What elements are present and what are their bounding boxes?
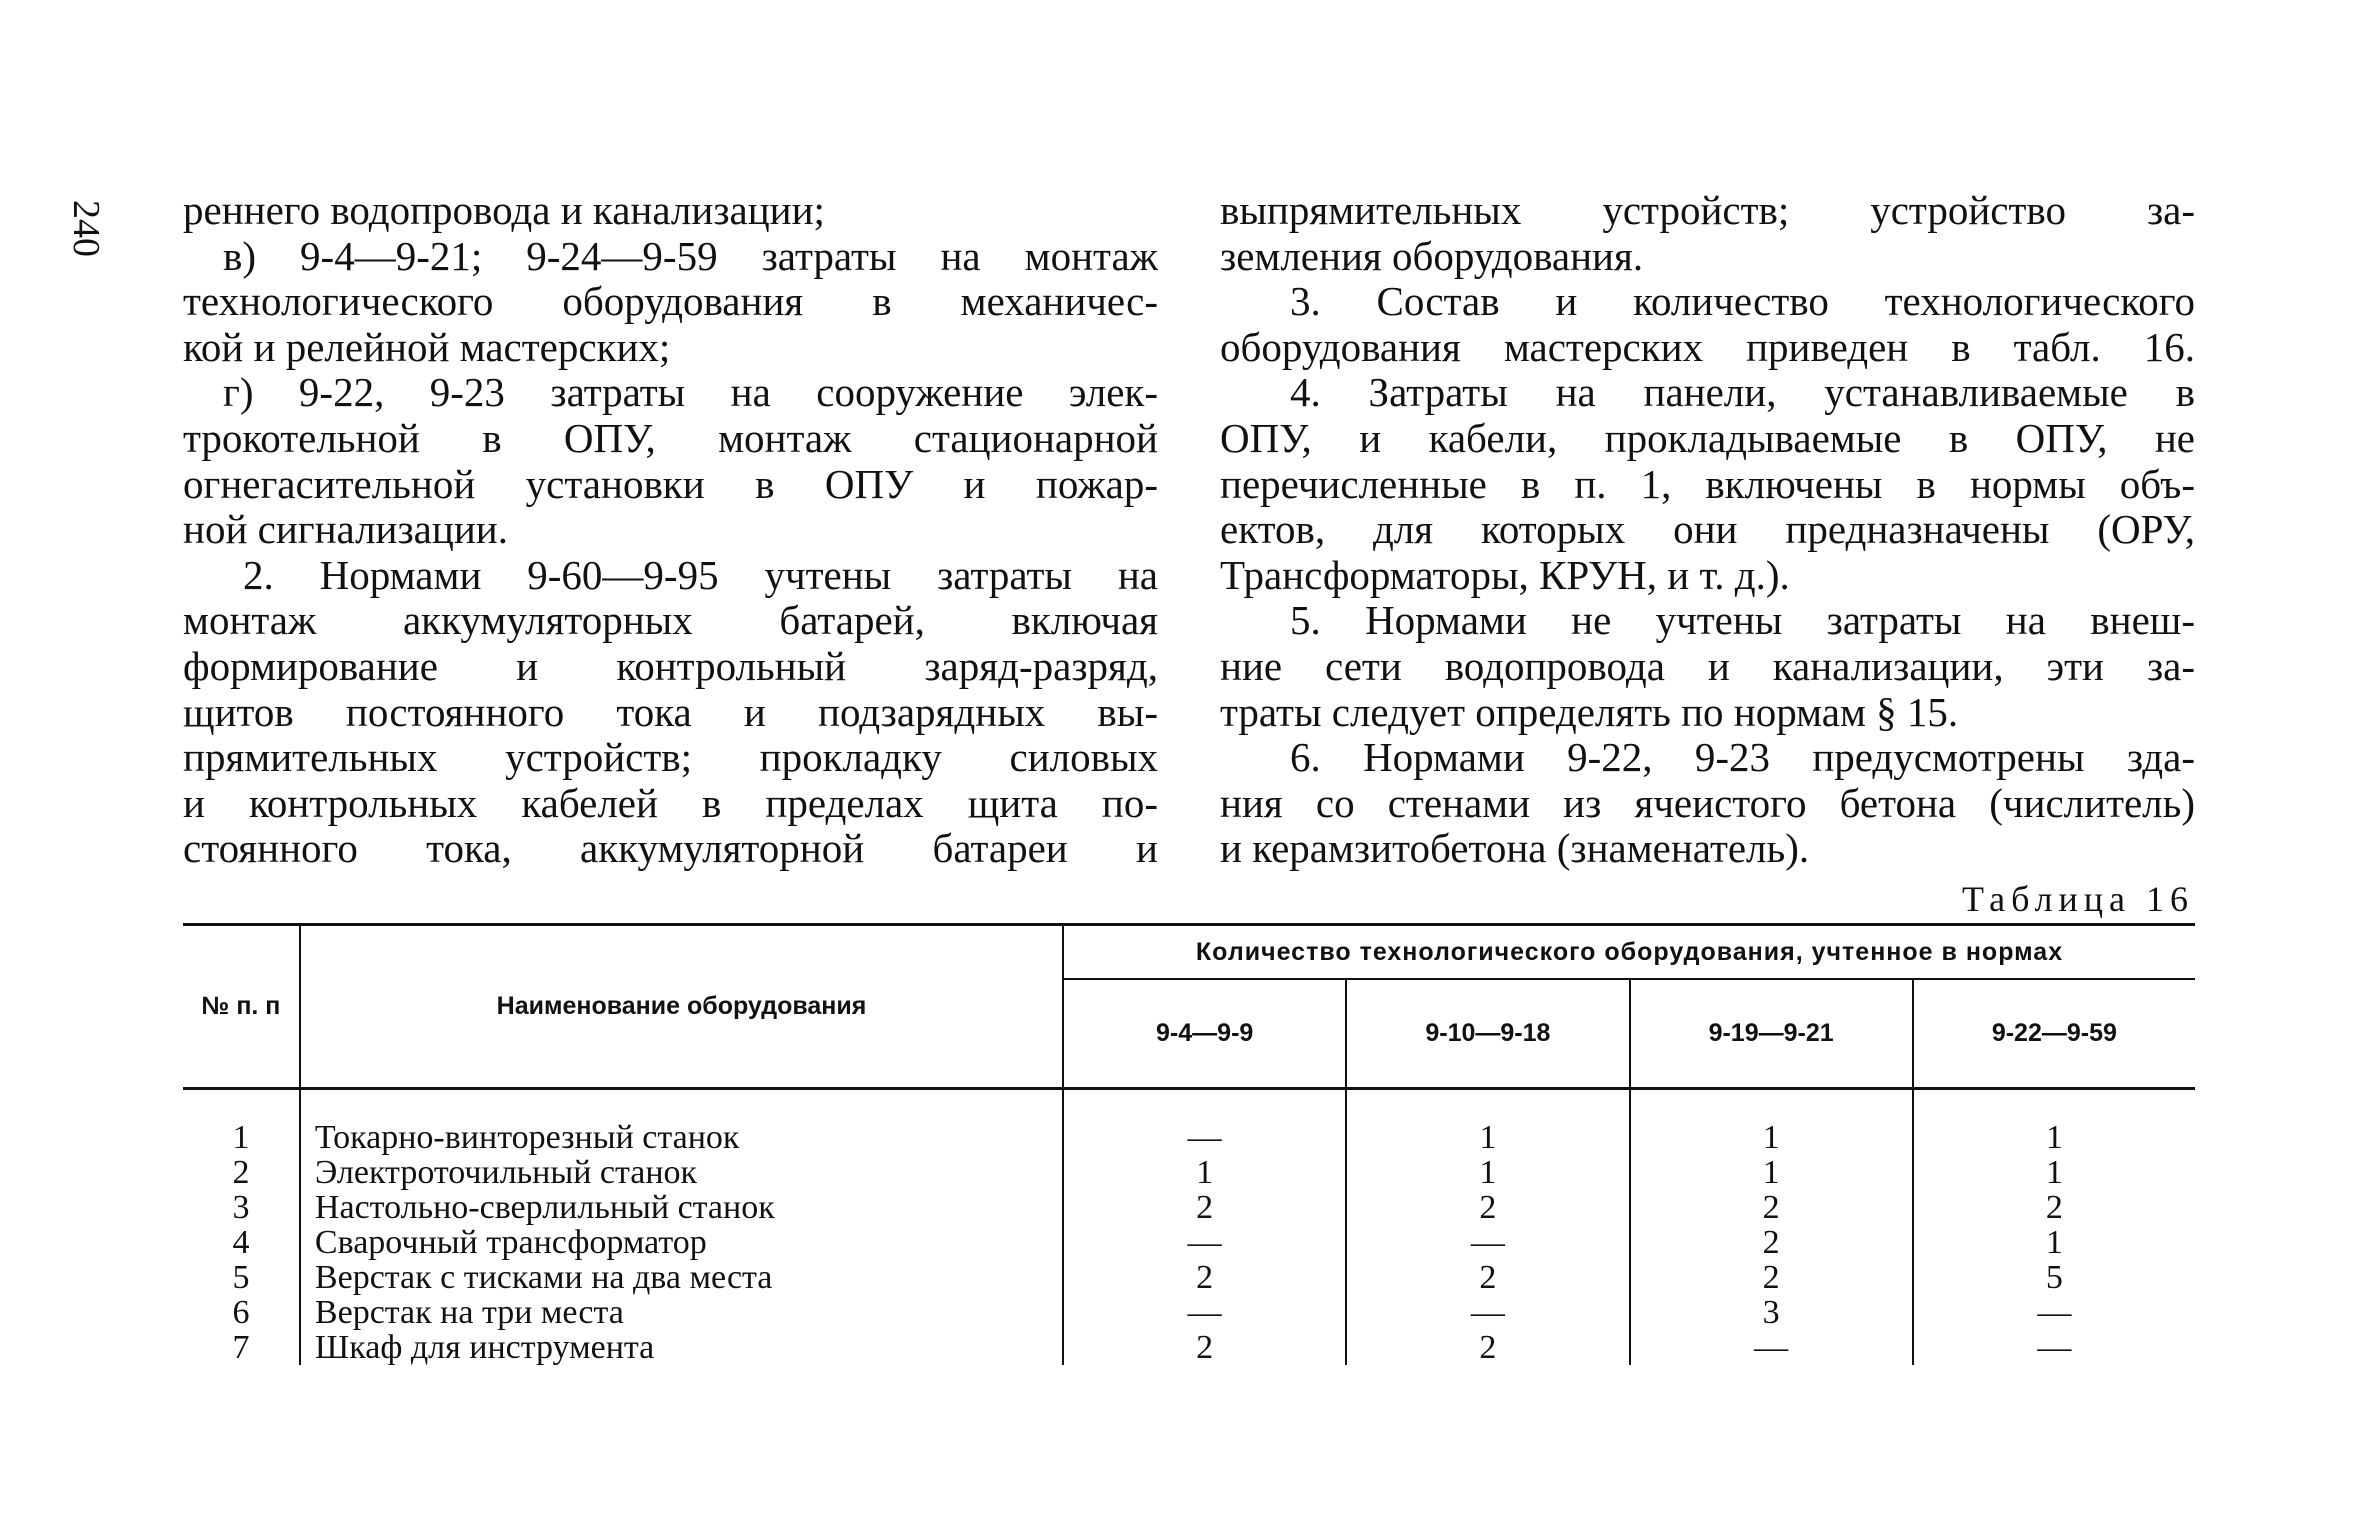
quantity-cell: —	[1630, 1330, 1913, 1365]
quantity-cell: 2	[1063, 1190, 1346, 1225]
quantity-cell: 2	[1063, 1330, 1346, 1365]
row-number: 4	[232, 1224, 250, 1261]
equipment-name: Настольно-сверлильный станок	[300, 1190, 1063, 1225]
header-norm-column: 9-10—9-18	[1346, 979, 1629, 1089]
quantity-cell: —	[1346, 1295, 1629, 1330]
text-line: и керамзитобетона (знаменатель).	[1220, 825, 1810, 872]
text-line: ной сигнализации.	[183, 506, 508, 553]
quantity-cell: 1	[1063, 1155, 1346, 1190]
quantity-cell: —	[1913, 1330, 2195, 1365]
text-line: 2. Нормами 9-60—9-95 учтены затраты на	[243, 551, 1158, 598]
text-line: Трансформаторы, КРУН, и т. д.).	[1220, 551, 1790, 598]
quantity-cell: 1	[1913, 1155, 2195, 1190]
quantity-cell: 1	[1913, 1089, 2195, 1156]
row-number: 6	[232, 1294, 250, 1331]
row-number: 5	[232, 1259, 250, 1296]
text-line: технологического оборудования в механичес-	[183, 278, 1158, 325]
equipment-table	[183, 923, 2195, 1365]
text-line: огнегасительной установки в ОПУ и пожар-	[183, 460, 1158, 507]
row-number: 1	[232, 1119, 250, 1156]
quantity-cell: 2	[1346, 1190, 1629, 1225]
quantity-cell: —	[1063, 1089, 1346, 1156]
text-line: формирование и контрольный заряд-разряд,	[183, 642, 1158, 689]
equipment-name: Токарно-винторезный станок	[300, 1089, 1063, 1156]
text-line: ние сети водопровода и канализации, эти за-	[1220, 642, 2195, 689]
left-text-column	[183, 188, 1158, 872]
table-row	[183, 1260, 2195, 1295]
text-line: ектов, для которых они предназначены (ОРУ,	[1220, 506, 2195, 553]
page-number: 240	[65, 200, 107, 257]
quantity-cell: 2	[1630, 1190, 1913, 1225]
equipment-name: Шкаф для инструмента	[300, 1330, 1063, 1365]
header-equipment-name: Наименование оборудования	[300, 925, 1063, 1089]
header-quantity-group: Количество технологического оборудования, учтенное в нормах	[1063, 925, 2195, 980]
quantity-cell: 2	[1630, 1225, 1913, 1260]
text-line: ния со стенами из ячеистого бетона (числитель)	[1220, 779, 2195, 826]
text-line: 5. Нормами не учтены затраты на внеш-	[1290, 597, 2195, 644]
table-caption: Таблица 16	[1962, 879, 2194, 919]
text-line: кой и релейной мастерских;	[183, 323, 671, 370]
quantity-cell: 2	[1063, 1260, 1346, 1295]
text-line: трокотельной в ОПУ, монтаж стационарной	[183, 414, 1158, 461]
row-number: 7	[232, 1329, 250, 1366]
header-norm-column: 9-19—9-21	[1630, 979, 1913, 1089]
text-line: реннего водопровода и канализации;	[183, 187, 825, 233]
quantity-cell: —	[1063, 1295, 1346, 1330]
table-row	[183, 1190, 2195, 1225]
text-line: г) 9-22, 9-23 затраты на сооружение элек-	[223, 369, 1158, 416]
text-line: земления оборудования.	[1220, 232, 1644, 279]
text-line: в) 9-4—9-21; 9-24—9-59 затраты на монтаж	[223, 232, 1158, 279]
row-number: 3	[232, 1189, 250, 1226]
equipment-name: Электроточильный станок	[300, 1155, 1063, 1190]
header-norm-column: 9-22—9-59	[1913, 979, 2195, 1089]
quantity-cell: 3	[1630, 1295, 1913, 1330]
quantity-cell: 1	[1913, 1225, 2195, 1260]
table-row	[183, 1295, 2195, 1330]
quantity-cell: 2	[1346, 1330, 1629, 1365]
quantity-cell: 1	[1346, 1089, 1629, 1156]
quantity-cell: 5	[1913, 1260, 2195, 1295]
equipment-name: Верстак с тисками на два места	[300, 1260, 1063, 1295]
quantity-cell: 2	[1913, 1190, 2195, 1225]
text-line: и контрольных кабелей в пределах щита по-	[183, 779, 1158, 826]
equipment-name: Сварочный трансформатор	[300, 1225, 1063, 1260]
quantity-cell: —	[1913, 1295, 2195, 1330]
quantity-cell: 2	[1630, 1260, 1913, 1295]
header-number: № п. п	[183, 925, 300, 1089]
quantity-cell: 1	[1630, 1089, 1913, 1156]
text-line: перечисленные в п. 1, включены в нормы объ-	[1220, 460, 2195, 507]
right-text-column	[1220, 188, 2195, 872]
text-line: 6. Нормами 9-22, 9-23 предусмотрены зда-	[1290, 734, 2195, 781]
quantity-cell: —	[1063, 1225, 1346, 1260]
text-line: ОПУ, и кабели, прокладываемые в ОПУ, не	[1220, 414, 2195, 461]
text-line: 3. Состав и количество технологического	[1290, 278, 2195, 325]
quantity-cell: 2	[1346, 1260, 1629, 1295]
text-line: оборудования мастерских приведен в табл. 16.	[1220, 323, 2195, 370]
equipment-name: Верстак на три места	[300, 1295, 1063, 1330]
text-line: щитов постоянного тока и подзарядных вы-	[183, 688, 1158, 735]
table-row	[183, 1155, 2195, 1190]
row-number: 2	[232, 1154, 250, 1191]
text-line: 4. Затраты на панели, устанавливаемые в	[1290, 369, 2195, 416]
table-row	[183, 1225, 2195, 1260]
table-row	[183, 1089, 2195, 1156]
table-row	[183, 1330, 2195, 1365]
text-line: траты следует определять по нормам § 15.	[1220, 688, 1959, 735]
header-norm-column: 9-4—9-9	[1063, 979, 1346, 1089]
text-line: выпрямительных устройств; устройство за-	[1220, 187, 2195, 233]
text-line: монтаж аккумуляторных батарей, включая	[183, 597, 1158, 644]
quantity-cell: 1	[1630, 1155, 1913, 1190]
text-line: стоянного тока, аккумуляторной батареи и	[183, 825, 1158, 872]
quantity-cell: 1	[1346, 1155, 1629, 1190]
quantity-cell: —	[1346, 1225, 1629, 1260]
text-line: прямительных устройств; прокладку силовых	[183, 734, 1158, 781]
